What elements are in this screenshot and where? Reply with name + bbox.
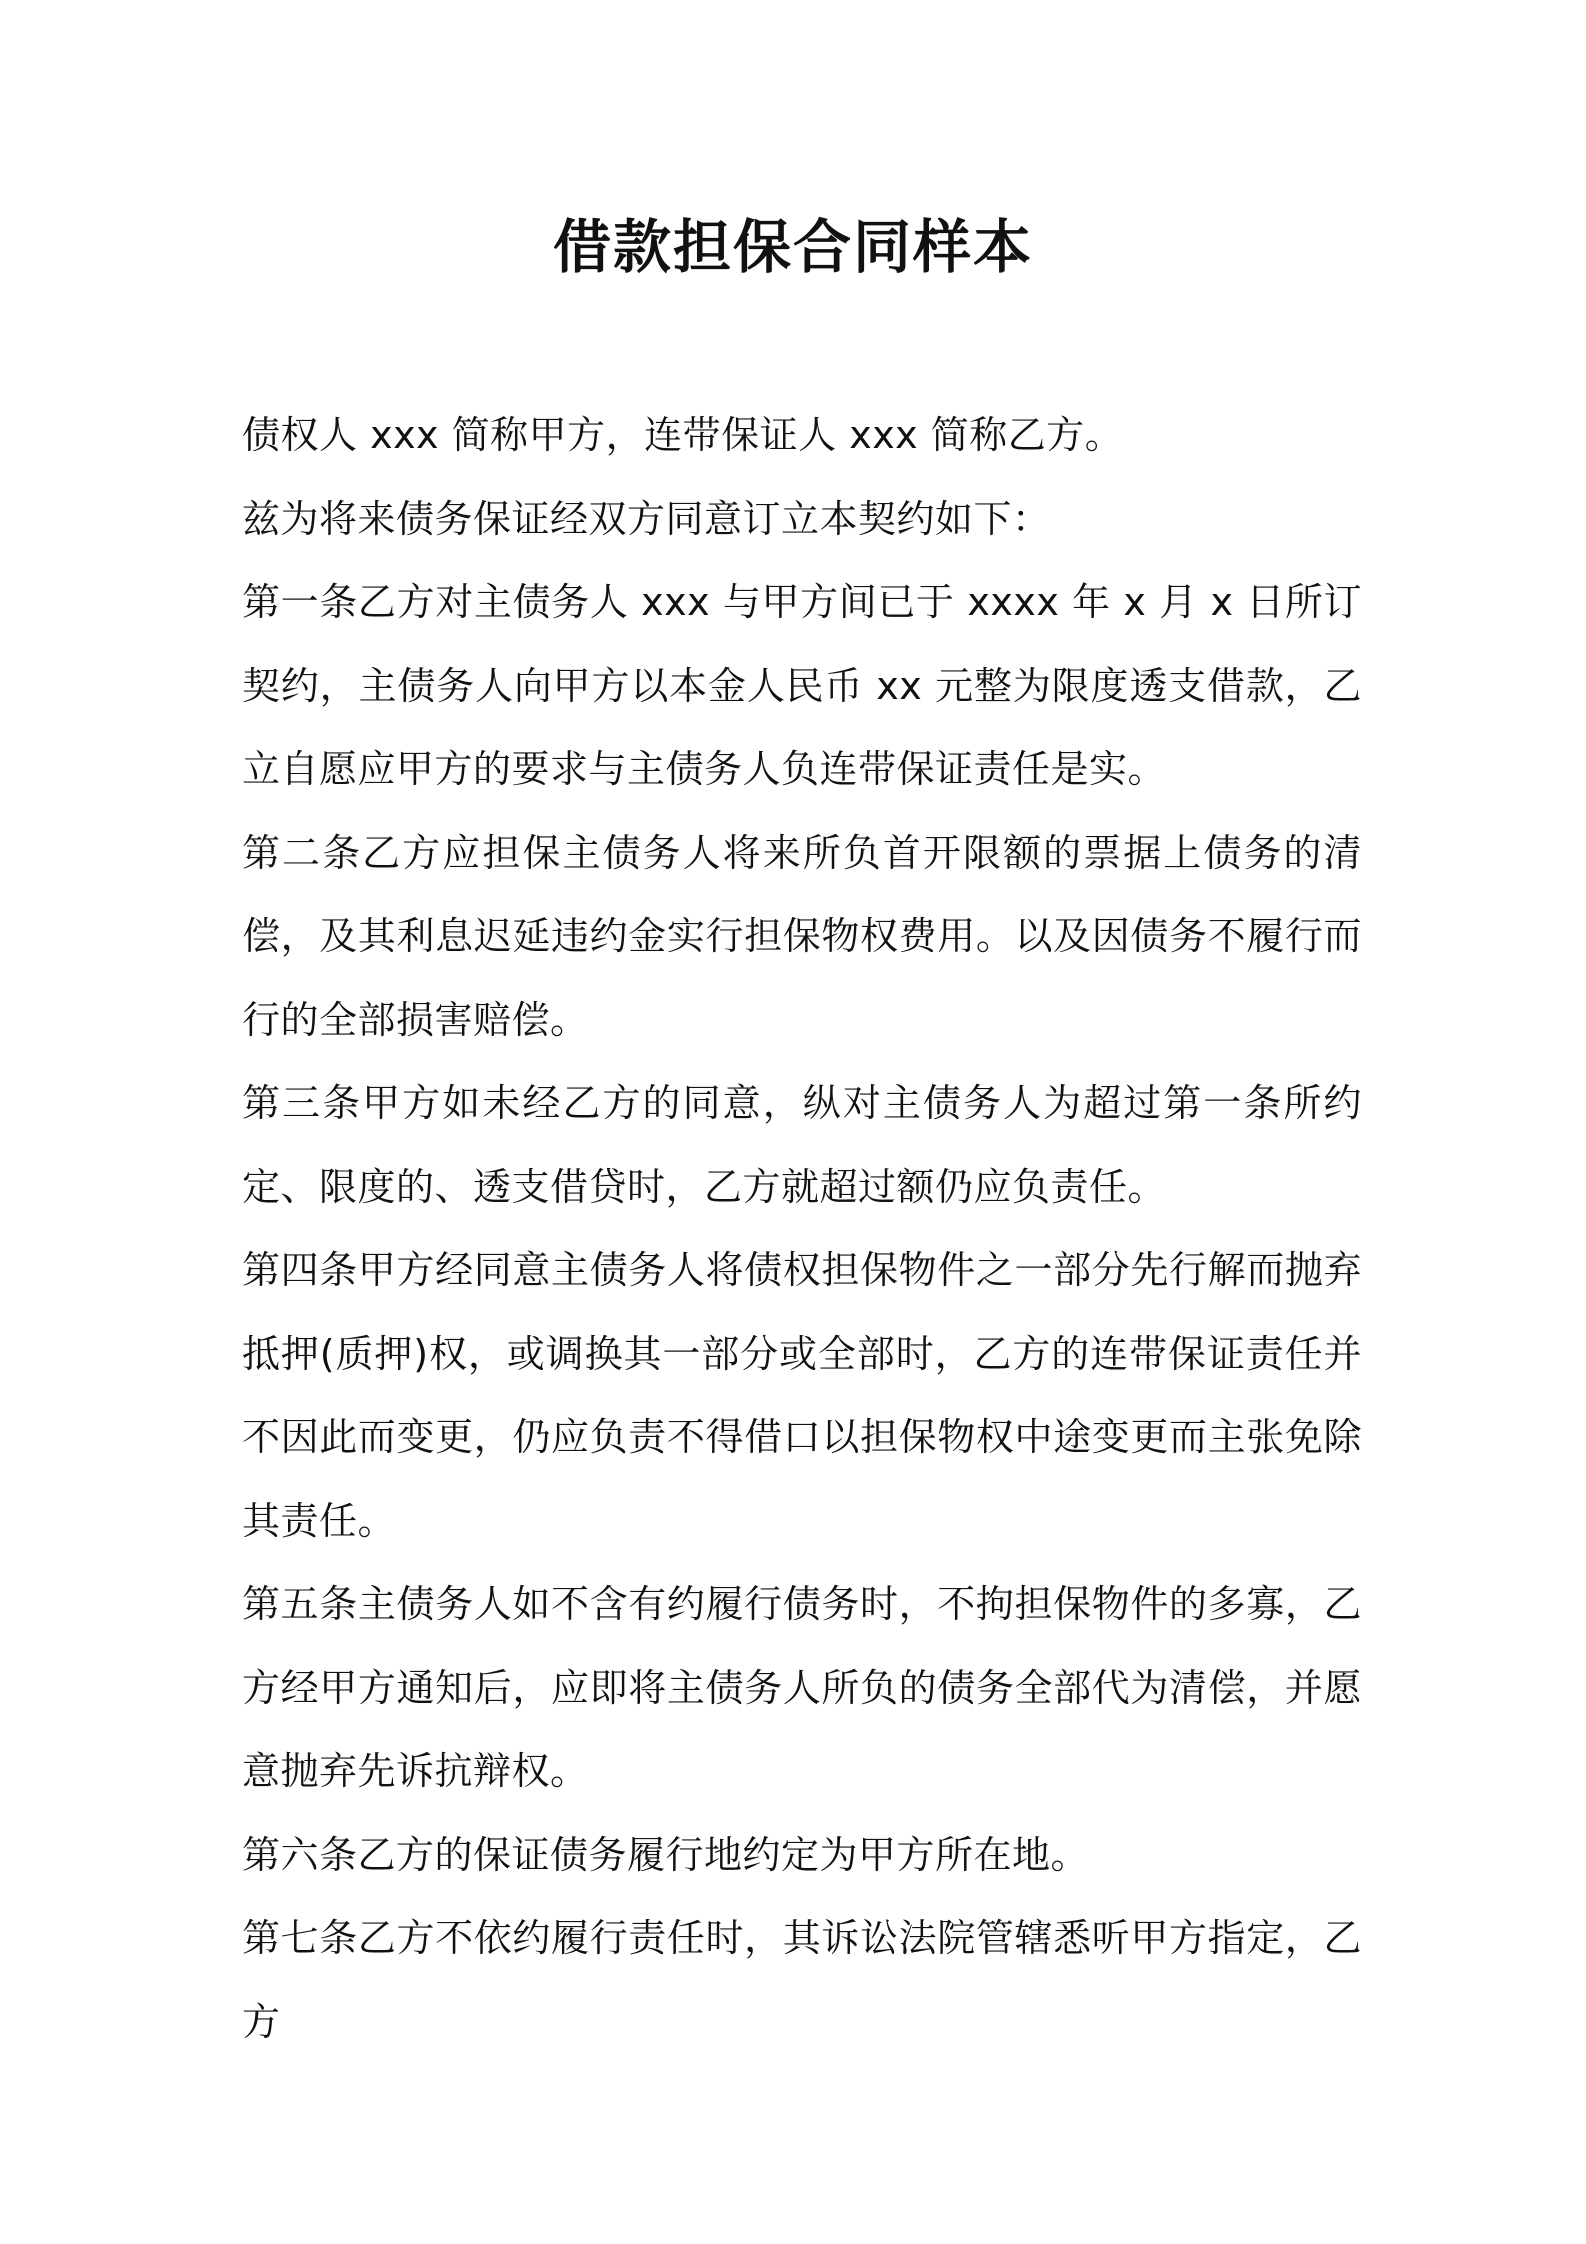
paragraph-article-6: 第六条乙方的保证债务履行地约定为甲方所在地。 <box>242 1832 1090 1877</box>
paragraph-article-4: 第四条甲方经同意主债务人将债权担保物件之一部分先行解而抛弃抵押(质押)权，或调换其一部分或全部时，乙方的连带保证责任并不因此而变更，仍应负责不得借口以担保物权中途变更而主张免除其责任。 <box>242 1248 1362 1543</box>
paragraph-article-3: 第三条甲方如未经乙方的同意，纵对主债务人为超过第一条所约定、限度的、透支借贷时，乙方就超过额仍应负责任。 <box>242 1081 1362 1209</box>
document-title: 借款担保合同样本 <box>552 213 1033 281</box>
document-body <box>242 394 1362 2064</box>
paragraph-article-1: 第一条乙方对主债务人 xxx 与甲方间已于 xxxx 年 x 月 x 日所订契约，主债务人向甲方以本金人民币 xx 元整为限度透支借款，乙立自愿应甲方的要求与主债务人负连带保证责任是实。 <box>242 580 1362 791</box>
paragraph-parties: 债权人 xxx 简称甲方，连带保证人 xxx 简称乙方。 <box>242 413 1124 457</box>
paragraph-intro: 兹为将来债务保证经双方同意订立本契约如下： <box>242 496 1051 541</box>
paragraph-article-5: 第五条主债务人如不含有约履行债务时，不拘担保物件的多寡，乙方经甲方通知后，应即将主债务人所负的债务全部代为清偿，并愿意抛弃先诉抗辩权。 <box>242 1582 1362 1793</box>
paragraph-article-7: 第七条乙方不依约履行责任时，其诉讼法院管辖悉听甲方指定，乙方 <box>242 1916 1362 2044</box>
paragraph-article-2: 第二条乙方应担保主债务人将来所负首开限额的票据上债务的清偿，及其利息迟延违约金实行担保物权费用。以及因债务不履行而行的全部损害赔偿。 <box>242 830 1362 1042</box>
